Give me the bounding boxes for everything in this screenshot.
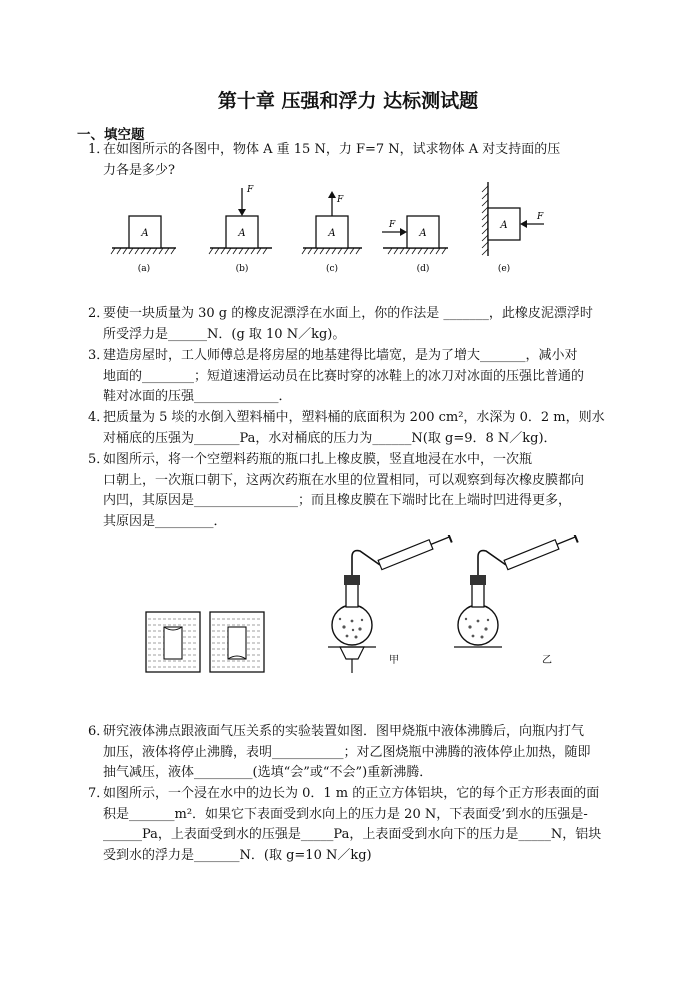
question-number: 5． (88, 452, 110, 467)
syringe (378, 535, 452, 571)
force-label: F (337, 195, 344, 205)
question-3 (88, 346, 584, 408)
question-6 (88, 722, 591, 784)
question-text: 研究液体沸点跟液面气压关系的实验装置如图．图甲烧瓶中液体沸腾后，向瓶内打气 (103, 724, 585, 739)
flask-yi (454, 535, 578, 666)
question-text: 要使一块质量为 30 g 的橡皮泥漂浮在水面上，你的作法是 _______，此橡皮泥漂浮时 (103, 306, 593, 321)
question-text: 受到水的浮力是_______N．(取 g=10 N／kg) (103, 847, 372, 863)
label-yi: 乙 (542, 655, 552, 666)
question-text: 积是_______m²．如果它下表面受到水向上的压力是 20 N，下表面受’到水的压强是- (103, 806, 588, 822)
force-arrow-down (238, 209, 246, 216)
question-text: 内凹，其原因是________________；而且橡皮膜在下端时比在上端时凹进得更多， (103, 493, 572, 508)
force-arrow-up (328, 191, 336, 198)
block-label: A (141, 228, 149, 239)
force-arrow-left (520, 220, 527, 228)
page-title: 第十章 压强和浮力 达标测试题 (217, 90, 479, 112)
block-label: A (238, 228, 246, 239)
stopper (470, 575, 486, 585)
medicine-bottle (228, 627, 246, 659)
question-2 (88, 304, 593, 345)
question-text: 鞋对冰面的压强_____________． (103, 389, 292, 404)
stopper (344, 575, 360, 585)
flask-jia (328, 535, 452, 673)
question-text: 所受浮力是______N．(g 取 10 N／kg)。 (103, 326, 346, 342)
question-5 (88, 450, 584, 532)
burner-flame (340, 647, 364, 659)
question-text: 对桶底的压强为_______Pa，水对桶底的压力为______N(取 g=9．8 N／kg)． (103, 430, 557, 446)
question-text: 在如图所示的各图中，物体 A 重 15 N，力 F=7 N，试求物体 A 对支持面的压 (103, 142, 561, 157)
diagram-c (302, 191, 362, 274)
diagram-d (382, 216, 448, 274)
diagram-b (209, 185, 272, 274)
question-4 (88, 408, 605, 449)
question-text: 建造房屋时，工人师傅总是将房屋的地基建得比墙宽，是为了增大_______，减小对 (103, 348, 578, 363)
medicine-bottle (164, 627, 182, 659)
experiment-figure (140, 535, 580, 705)
beaker-bottle-mouth-down (210, 612, 264, 672)
question-1 (88, 140, 560, 181)
force-label: F (537, 212, 544, 222)
label-jia: 甲 (389, 655, 399, 666)
question-text: 地面的________；短道速滑运动员在比赛时穿的冰鞋上的冰刀对冰面的压强比普通的 (103, 368, 585, 384)
diagram-e (482, 182, 544, 274)
question-text: 加压，液体将停止沸腾，表明___________；对乙图烧瓶中沸腾的液体停止加热，随即 (103, 744, 591, 760)
question-number: 2． (88, 306, 110, 321)
section-title: 一、填空题 (77, 127, 145, 143)
block-label: A (328, 228, 336, 239)
question-number: 4． (88, 410, 110, 425)
block-label: A (419, 228, 427, 239)
question-number: 1． (88, 142, 110, 157)
beaker-bottle-mouth-up (146, 612, 200, 672)
force-label: F (389, 220, 396, 230)
question-text: 抽气减压，液体_________(选填“会”或“不会”)重新沸腾． (103, 765, 433, 780)
question-number: 7． (88, 786, 110, 801)
question-text: 如图所示，一个浸在水中的边长为 0．1 m 的正立方体铝块，它的每个正方形表面的面 (103, 786, 600, 801)
caption-d: (d) (416, 264, 430, 274)
force-diagram-figure (100, 178, 570, 283)
force-arrow-right (400, 228, 407, 236)
diagram-a (111, 216, 176, 274)
question-text: 其原因是_________． (103, 513, 227, 529)
block-label: A (500, 220, 508, 231)
question-text: 把质量为 5 埮的水倒入塑料桶中，塑料桶的底面积为 200 cm²，水深为 0．2 m，则水 (103, 410, 605, 425)
question-number: 6． (88, 724, 110, 739)
question-7 (88, 784, 601, 866)
question-number: 3． (88, 348, 110, 363)
question-text: 口朝上，一次瓶口朝下，这两次药瓶在水里的位置相同，可以观察到每次橡皮膜都向 (103, 472, 585, 488)
caption-b: (b) (235, 264, 249, 274)
question-text: ______Pa，上表面受到水的压强是_____Pa，上表面受到水向下的压力是_____N，铝块 (103, 827, 602, 842)
question-text: 如图所示，将一个空塑料药瓶的瓶口扎上橡皮膜，竖直地浸在水中，一次瓶 (103, 452, 533, 467)
syringe (504, 535, 578, 571)
caption-a: (a) (137, 264, 151, 274)
caption-e: (e) (497, 264, 511, 274)
question-text: 力各是多少? (103, 162, 175, 178)
caption-c: (c) (325, 264, 339, 274)
force-label: F (247, 185, 254, 195)
